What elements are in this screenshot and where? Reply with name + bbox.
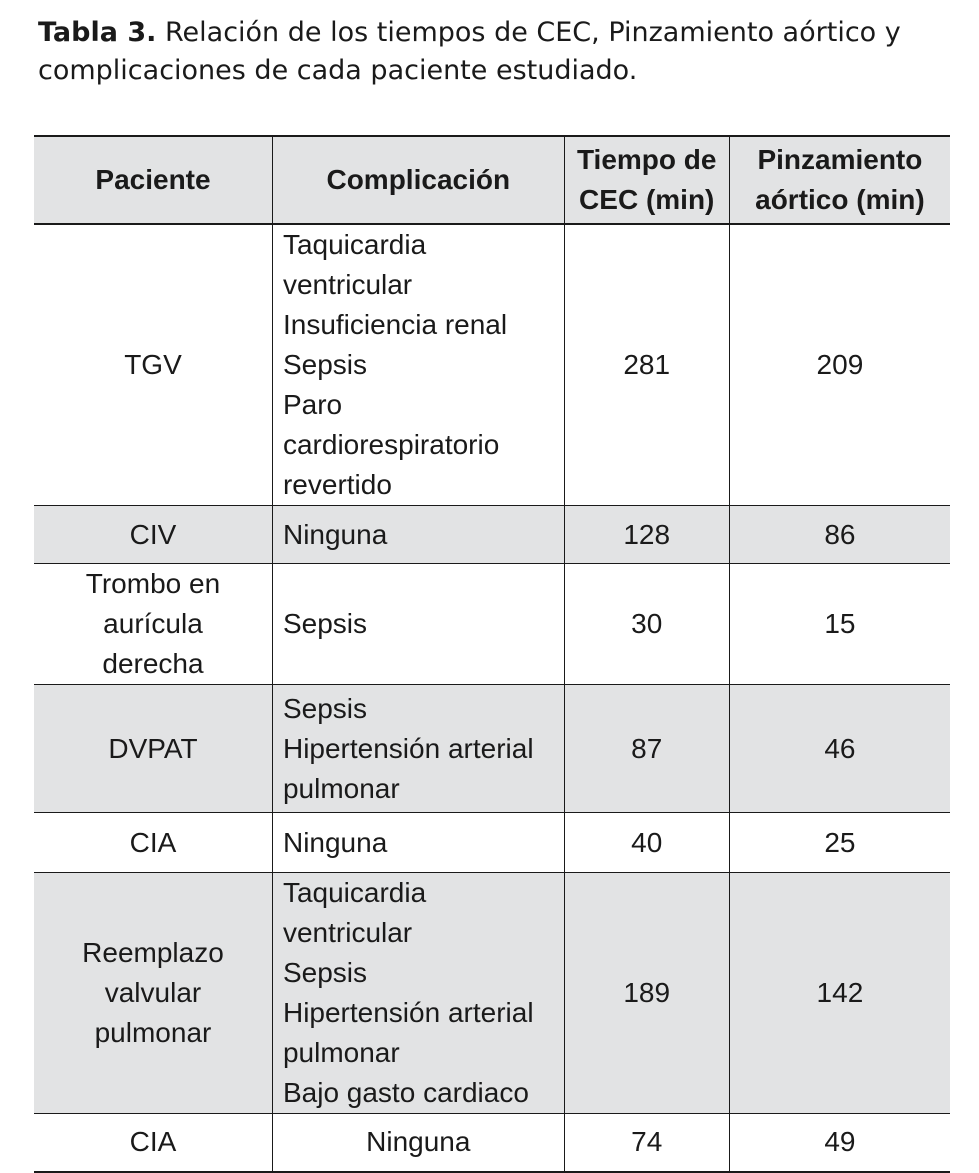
patient-line: pulmonar [94, 1017, 212, 1048]
header-clamp-line1: Pinzamiento [757, 144, 923, 175]
cell-clamp-time: 86 [729, 506, 950, 564]
complication-line: Sepsis [282, 957, 368, 988]
table-row [34, 224, 950, 506]
table-row [34, 813, 950, 873]
cell-patient [34, 873, 272, 1114]
patient-line: CIA [129, 826, 177, 858]
complication-line: Hipertensión arterial [282, 997, 534, 1028]
complication-line: Sepsis [282, 349, 368, 380]
complication-line: Taquicardia ventricular [282, 229, 427, 300]
complication-line: Hipertensión arterial [282, 732, 534, 764]
patient-line: derecha [102, 648, 204, 679]
complication-line: Ninguna [366, 1126, 471, 1158]
caption-label: Tabla 3. [38, 17, 157, 48]
header-cec-time [564, 136, 729, 224]
complication-line: Ninguna [282, 826, 388, 858]
header-cec-line2: CEC (min) [579, 184, 715, 215]
cell-patient [34, 813, 272, 873]
cell-complication [272, 685, 564, 813]
patient-line: DVPAT [108, 732, 198, 764]
cell-clamp-time: 15 [729, 564, 950, 685]
complication-line: revertido [282, 469, 392, 500]
table-row [34, 564, 950, 685]
header-patient: Paciente [34, 136, 272, 224]
table-row [34, 1114, 950, 1172]
cell-patient [34, 685, 272, 813]
cell-complication [272, 506, 564, 564]
cell-patient [34, 1114, 272, 1172]
patient-line: TGV [124, 349, 182, 380]
complication-line: Sepsis [282, 692, 368, 724]
complication-line: Taquicardia ventricular [282, 877, 427, 948]
cell-patient [34, 564, 272, 685]
complication-line: pulmonar [282, 772, 400, 804]
cell-cec-time: 281 [564, 224, 729, 506]
complication-line: Insuficiencia renal [282, 309, 508, 340]
patient-line: CIV [129, 518, 177, 550]
table-header-row [34, 136, 950, 224]
cell-complication [272, 1114, 564, 1172]
header-clamp-time [729, 136, 950, 224]
cell-complication [272, 813, 564, 873]
cell-clamp-time: 46 [729, 685, 950, 813]
cell-cec-time: 128 [564, 506, 729, 564]
complication-line: Sepsis [282, 608, 368, 639]
complication-line: Bajo gasto cardiaco [282, 1077, 529, 1108]
complication-line: Paro cardiorespiratorio [282, 389, 500, 460]
cell-clamp-time: 209 [729, 224, 950, 506]
header-complication: Complicación [272, 136, 564, 224]
complication-line: Ninguna [282, 518, 388, 550]
complication-line: pulmonar [282, 1037, 400, 1068]
table-body [34, 224, 950, 1172]
caption-text: Relación de los tiempos de CEC, Pinzamiento aórtico y complicaciones de cada paciente estudiado. [38, 17, 901, 86]
cell-complication [272, 564, 564, 685]
cell-clamp-time: 25 [729, 813, 950, 873]
cell-clamp-time: 142 [729, 873, 950, 1114]
patient-line: Reemplazo valvular [82, 937, 224, 1008]
patient-line: Trombo en aurícula [85, 568, 221, 639]
complications-table [34, 135, 950, 1173]
header-clamp-line2: aórtico (min) [755, 184, 925, 215]
cell-cec-time: 189 [564, 873, 729, 1114]
cell-patient [34, 224, 272, 506]
header-cec-line1: Tiempo de [576, 144, 717, 175]
cell-cec-time: 87 [564, 685, 729, 813]
patient-line: CIA [129, 1126, 177, 1158]
table-caption [38, 14, 968, 90]
cell-cec-time: 40 [564, 813, 729, 873]
cell-cec-time: 74 [564, 1114, 729, 1172]
cell-patient [34, 506, 272, 564]
table-row [34, 873, 950, 1114]
table-row [34, 685, 950, 813]
cell-cec-time: 30 [564, 564, 729, 685]
table-row [34, 506, 950, 564]
cell-complication [272, 873, 564, 1114]
cell-clamp-time: 49 [729, 1114, 950, 1172]
cell-complication [272, 224, 564, 506]
